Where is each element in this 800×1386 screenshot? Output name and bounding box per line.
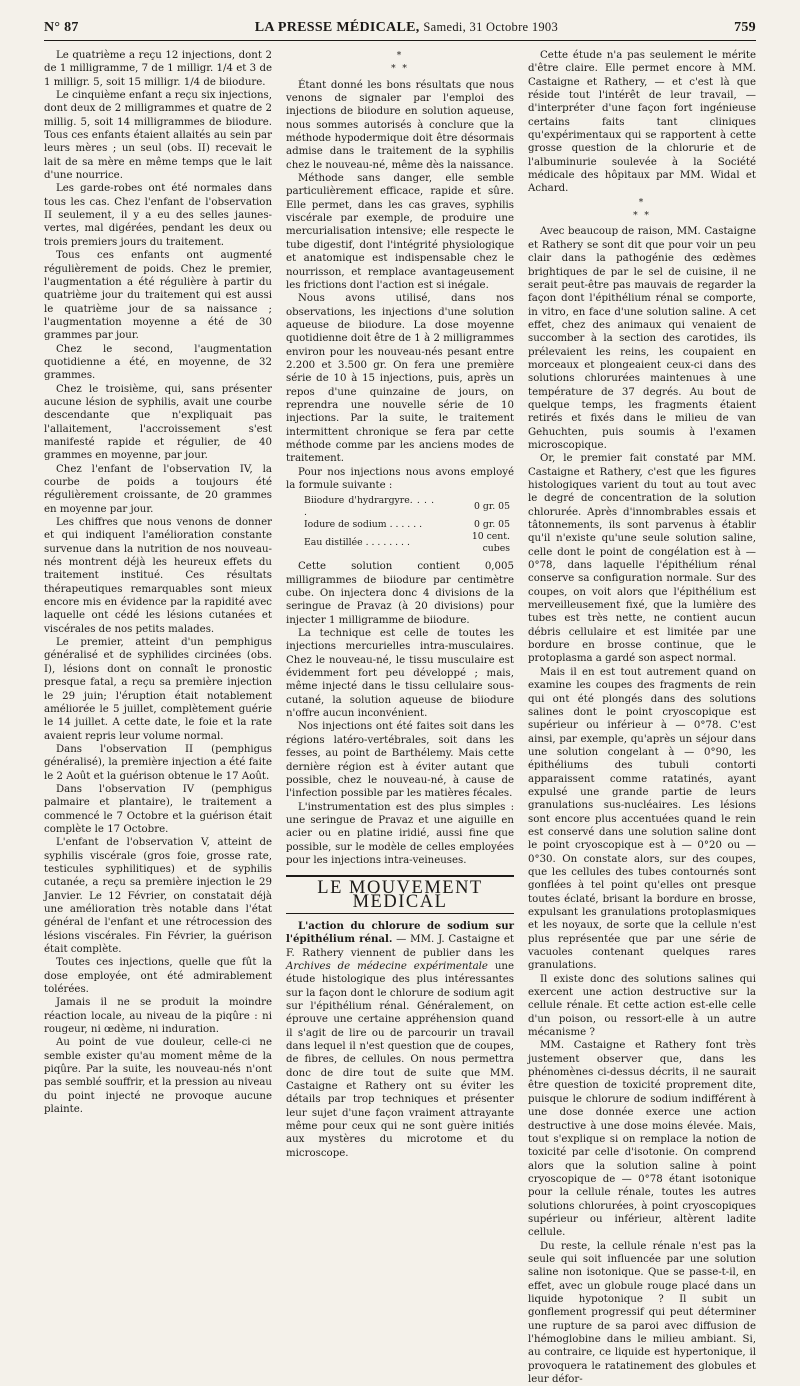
column-2 bbox=[286, 49, 514, 1159]
section-ornament: * * * bbox=[391, 51, 409, 75]
journal-name: LA PRESSE MÉDICALE, bbox=[254, 20, 420, 35]
column-1 bbox=[44, 49, 272, 1116]
ingredient-quantity: 10 cent. cubes bbox=[471, 531, 510, 555]
paragraph: Dans l'observation II (pemphigus généralisé), la première injection a été faite le 2 Août et la guérison obtenue le 17 Août. bbox=[44, 743, 272, 782]
paragraph: Le premier, atteint d'un pemphigus généralisé et de syphilides circinées (obs. I), lésions dont on connaît le pronostic presque fatal, a reçu sa première injection le 29 juin; l'éruption était notablement améliorée le 5 juillet, complètement guérie le 14 juillet. A cette date, le foie et la rate avaient repris leur volume normal. bbox=[44, 637, 272, 742]
formula-intro: Pour nos injections nous avons employé la formule suivante : bbox=[286, 466, 514, 491]
article-journal: Archives de médecine expérimentale bbox=[286, 960, 488, 972]
paragraph: MM. Castaigne et Rathery font très justement observer que, dans les phénomènes ci-dessus décrits, il ne saurait être question de toxicité proprement dite, puisque le chlorure de sodium indifférent à une dose donnée exerce une action destructive à une dose moins élevée. Mais, tout s'explique si on remplace la notion de toxicité par celle d'isotonie. On comprend alors que la solution saline à point cryoscopique de — 0°78 étant isotonique pour la cellule rénale, toutes les autres solutions chlorurées, à point cryoscopiques supérieur ou inférieur, altèrent ladite cellule. bbox=[528, 1040, 756, 1239]
ingredient-name: Eau distillée . . . . . . . . bbox=[304, 537, 410, 549]
article-authors: — MM. J. Castaigne et F. Rathery viennent de publier dans les bbox=[286, 934, 514, 959]
paragraph: Les chiffres que nous venons de donner et qui indiquent l'amélioration constante survenue dans la nutrition de nos nouveau-nés montrent déjà les heureux effets du traitement institué. Ces résultats thérapeutiques remarquables sont mieux encore mis en évidence par la rapidité avec laquelle ont cédé les lésions cutanées et viscérales de nos petits malades. bbox=[44, 517, 272, 635]
ingredient-name: Biiodure d'hydrargyre. . . . . bbox=[304, 495, 435, 519]
columns bbox=[44, 49, 756, 1386]
conclusion-text bbox=[286, 79, 514, 466]
section-heading: LE MOUVEMENT MÉDICAL bbox=[286, 875, 514, 914]
paragraph: Du reste, la cellule rénale n'est pas la seule qui soit influencée par une solution saline non isotonique. Que se passe-t-il, en effet, avec un globule rouge placé dans un liquide hypotonique ? Il subit un gonflement progressif qui peut déterminer une rupture de sa paroi avec diffusion de l'hémoglobine dans le milieu ambiant. Si, au contraire, ce liquide est hypertonique, il provoquera le ratatinement des globules et leur défor- bbox=[528, 1240, 756, 1386]
paragraph: Dans l'observation IV (pemphigus palmaire et plantaire), le traitement a commencé le 7 Octobre et la guérison était complète le 17 Octobre. bbox=[44, 783, 272, 835]
ingredient-name: Iodure de sodium . . . . . . bbox=[304, 519, 423, 531]
issue-number: N° 87 bbox=[44, 20, 79, 35]
formula-table bbox=[300, 495, 514, 555]
paragraph: Tous ces enfants ont augmenté régulièrement de poids. Chez le premier, l'augmentation a été régulière à partir du quatrième jour du traitement qui est aussi le quatrième jour de sa naissance ; l'augmentation moyenne a été de 30 grammes par jour. bbox=[44, 250, 272, 342]
paragraph: Chez le troisième, qui, sans présenter aucune lésion de syphilis, avait une courbe descendante que n'expliquait pas l'allaitement, l'accroissement s'est manifesté rapide et régulier, de 40 grammes en moyenne, par jour. bbox=[44, 383, 272, 462]
technique-text bbox=[286, 560, 514, 867]
article-paragraph bbox=[286, 920, 514, 1160]
paragraph: Chez le second, l'augmentation quotidienne a été, en moyenne, de 32 grammes. bbox=[44, 343, 272, 382]
ingredient-quantity: 0 gr. 05 bbox=[474, 519, 510, 531]
column-3 bbox=[528, 49, 756, 1386]
formula-row bbox=[300, 519, 514, 531]
paragraph: Chez l'enfant de l'observation IV, la courbe de poids a toujours été régulièrement croissante, de 20 grammes en moyenne par jour. bbox=[44, 463, 272, 515]
paragraph: Les garde-robes ont été normales dans tous les cas. Chez l'enfant de l'observation II seulement, il y a eu des selles jaunes-vertes, mal digérées, pendant les deux ou trois premiers jours du traitement. bbox=[44, 183, 272, 248]
paragraph: Or, le premier fait constaté par MM. Castaigne et Rathery, c'est que les figures histologiques varient du tout au tout avec le degré de concentration de la solution chlorurée. Après d'innombrables essais et tâtonnements, ils sont parvenus à établir qu'il n'existe qu'une seule solution saline, celle dont le point de congélation est à — 0°78, dans laquelle l'épithélium rénal conserve sa configuration normale. Sur des coupes, on voit alors que l'épithélium est merveilleusement fixé, que la lumière des tubes est très nette, ne contient aucun débris cellulaire et est limitée par une bordure en brosse continue, que le protoplasma a gardé son aspect normal. bbox=[528, 453, 756, 665]
article-title: L'action du chlorure de sodium sur l'épithélium rénal. bbox=[286, 919, 514, 946]
paragraph: Avec beaucoup de raison, MM. Castaigne et Rathery se sont dit que pour voir un peu clair dans la pathogénie des œdèmes brightiques de par le sel de cuisine, il ne serait peut-être pas mauvais de regarder la façon dont l'épithélium rénal se comporte, in vitro, en face d'une solution saline. A cet effet, chez des animaux qui venaient de succomber à la section des carotides, ils prélevaient les reins, les coupaient en morceaux et plongeaient ceux-ci dans des solutions chlorurées maintenues à une température de 37 degrés. Au bout de quelque temps, les fragments étaient retirés et fixés dans le milieu de van Gehuchten, puis soumis à l'examen microscopique. bbox=[528, 226, 756, 451]
paragraph: Étant donné les bons résultats que nous venons de signaler par l'emploi des injections de biiodure en solution aqueuse, nous sommes autorisés à conclure que la méthode hypodermique doit être désormais admise dans le traitement de la syphilis chez le nouveau-né, même dès la naissance. bbox=[286, 79, 514, 171]
paragraph: Méthode sans danger, elle semble particulièrement efficace, rapide et sûre. Elle permet, dans les cas graves, syphilis viscérale par exemple, de produire une mercurialisation intensive; elle respecte le tube digestif, dont l'intégrité physiologique et anatomique est indispensable chez le nourrisson, et remplace avantageusement les frictions dont l'action est si inégale. bbox=[286, 173, 514, 291]
paragraph: Nos injections ont été faites soit dans les régions latéro-vertébrales, soit dans les fesses, au point de Barthélemy. Mais cette dernière région est à éviter autant que possible, chez le nouveau-né, à cause de l'infection possible par les matières fécales. bbox=[286, 721, 514, 800]
formula-row bbox=[300, 495, 514, 519]
article-body: une étude histologique des plus intéressantes sur la façon dont le chlorure de sodium agit sur l'épithélium rénal. Généralement, on éprouve une certaine appréhension quand il s'agit de lire ou de parcourir un travail dans lequel il n'est question que de coupes, de fibres, de cellules. On nous permettra donc de dire tout de suite que MM. Castaigne et Rathery ont su éviter les détails par trop techniques et présenter leur sujet d'une façon vraiment attrayante même pour ceux qui ne sont guère initiés aux mystères du microtome et du microscope. bbox=[286, 960, 514, 1159]
paragraph: Jamais il ne se produit la moindre réaction locale, au niveau de la piqûre : ni rougeur, ni œdème, ni induration. bbox=[44, 997, 272, 1036]
page-header bbox=[44, 20, 756, 41]
paragraph: Il existe donc des solutions salines qui exercent une action destructive sur la cellule rénale. Et cette action est-elle celle d'un poison, ou ressort-elle à un autre mécanisme ? bbox=[528, 973, 756, 1039]
paragraph: L'instrumentation est des plus simples : une seringue de Pravaz et une aiguille en acier ou en platine iridié, aussi fine que possible, sur le modèle de celles employées pour les injections intra-veineuses. bbox=[286, 801, 514, 866]
paragraph: Mais il en est tout autrement quand on examine les coupes des fragments de rein qui ont été plongés dans des solutions salines dont le point cryoscopique est supérieur ou inférieur à — 0°78. C'est ainsi, par exemple, qu'après un séjour dans une solution congelant à — 0°90, les épithéliums des tubuli contorti apparaissent comme ratatinés, ayant expulsé une grande partie de leurs granulations sus-nucléaires. Les lésions sont encore plus accentuées quand le rein est conservé dans une solution saline dont le point cryoscopique est à — 0°20 ou — 0°30. On constate alors, sur des coupes, que les cellules des tubes contournés sont gonflées à tel point qu'elles ont presque toutes éclaté, brisant la bordure en brosse, expulsant les granulations protoplasmiques et les noyaux, de sorte que la cellule n'est plus représentée que par une série de vacuoles contenant quelques rares granulations. bbox=[528, 666, 756, 972]
paragraph: Cette solution contient 0,005 milligrammes de biiodure par centimètre cube. On injectera donc 4 divisions de la seringue de Pravaz (à 20 divisions) pour injecter 1 milligramme de biiodure. bbox=[286, 561, 514, 626]
paragraph: La technique est celle de toutes les injections mercurielles intra-musculaires. Chez le nouveau-né, le tissu musculaire est évidemment fort peu développé ; mais, même injecté dans le tissu cellulaire sous-cutané, la solution aqueuse de biiodure n'offre aucun inconvénient. bbox=[286, 628, 514, 720]
paragraph: Le quatrième a reçu 12 injections, dont 2 de 1 milligramme, 7 de 1 milligr. 1/4 et 3 de 1 milligr. 5, soit 15 milligr. 1/4 de biiodure. bbox=[44, 50, 272, 88]
paragraph: Au point de vue douleur, celle-ci ne semble exister qu'au moment même de la piqûre. Par la suite, les nouveau-nés n'ont pas semblé souffrir, et la pression au niveau du point injecté ne provoque aucune plainte. bbox=[44, 1037, 272, 1116]
section-ornament: * * * bbox=[633, 197, 651, 222]
issue-date: Samedi, 31 Octobre 1903 bbox=[423, 20, 559, 34]
paragraph: L'enfant de l'observation V, atteint de syphilis viscérale (gros foie, grosse rate, testicules syphilitiques) et de syphilis cutanée, a reçu sa première injection le 29 Janvier. Le 12 Février, on constatait déjà une amélioration très notable dans l'état général de l'enfant et une rétrocession des lésions viscérales. Fin Février, la guérison était complète. bbox=[44, 837, 272, 956]
paragraph: Cette étude n'a pas seulement le mérite d'être claire. Elle permet encore à MM. Castaigne et Rathery, — et c'est là que réside tout l'intérêt de leur travail, — d'interpréter d'une façon fort ingénieuse certains faits tant cliniques qu'expérimentaux qui se rapportent à cette grosse question de la chlorurie et de l'albuminurie soulevée à la Société médicale des hôpitaux par MM. Widal et Achard. bbox=[528, 50, 756, 195]
ingredient-quantity: 0 gr. 05 bbox=[474, 501, 510, 513]
paragraph: Nous avons utilisé, dans nos observations, les injections d'une solution aqueuse de biiodure. La dose moyenne quotidienne doit être de 1 à 2 milligrammes environ pour les nouveau-nés pesant entre 2.200 et 3.500 gr. On fera une première série de 10 à 15 injections, puis, après un repos d'une quinzaine de jours, on reprendra une nouvelle série de 10 injections. Par la suite, le traitement intermittent chronique se fera par cette méthode comme par les anciens modes de traitement. bbox=[286, 293, 514, 465]
page-number: 759 bbox=[734, 20, 756, 35]
journal-title bbox=[255, 20, 558, 36]
paragraph: Le cinquième enfant a reçu six injections, dont deux de 2 milligrammes et quatre de 2 millig. 5, soit 14 milligrammes de biiodure. Tous ces enfants étaient allaités au sein par leurs mères ; un seul (obs. II) recevait le lait de sa mère en même temps que le lait d'une nourrice. bbox=[44, 90, 272, 182]
formula-row bbox=[300, 531, 514, 555]
paragraph: Toutes ces injections, quelle que fût la dose employée, ont été admirablement tolérées. bbox=[44, 957, 272, 996]
